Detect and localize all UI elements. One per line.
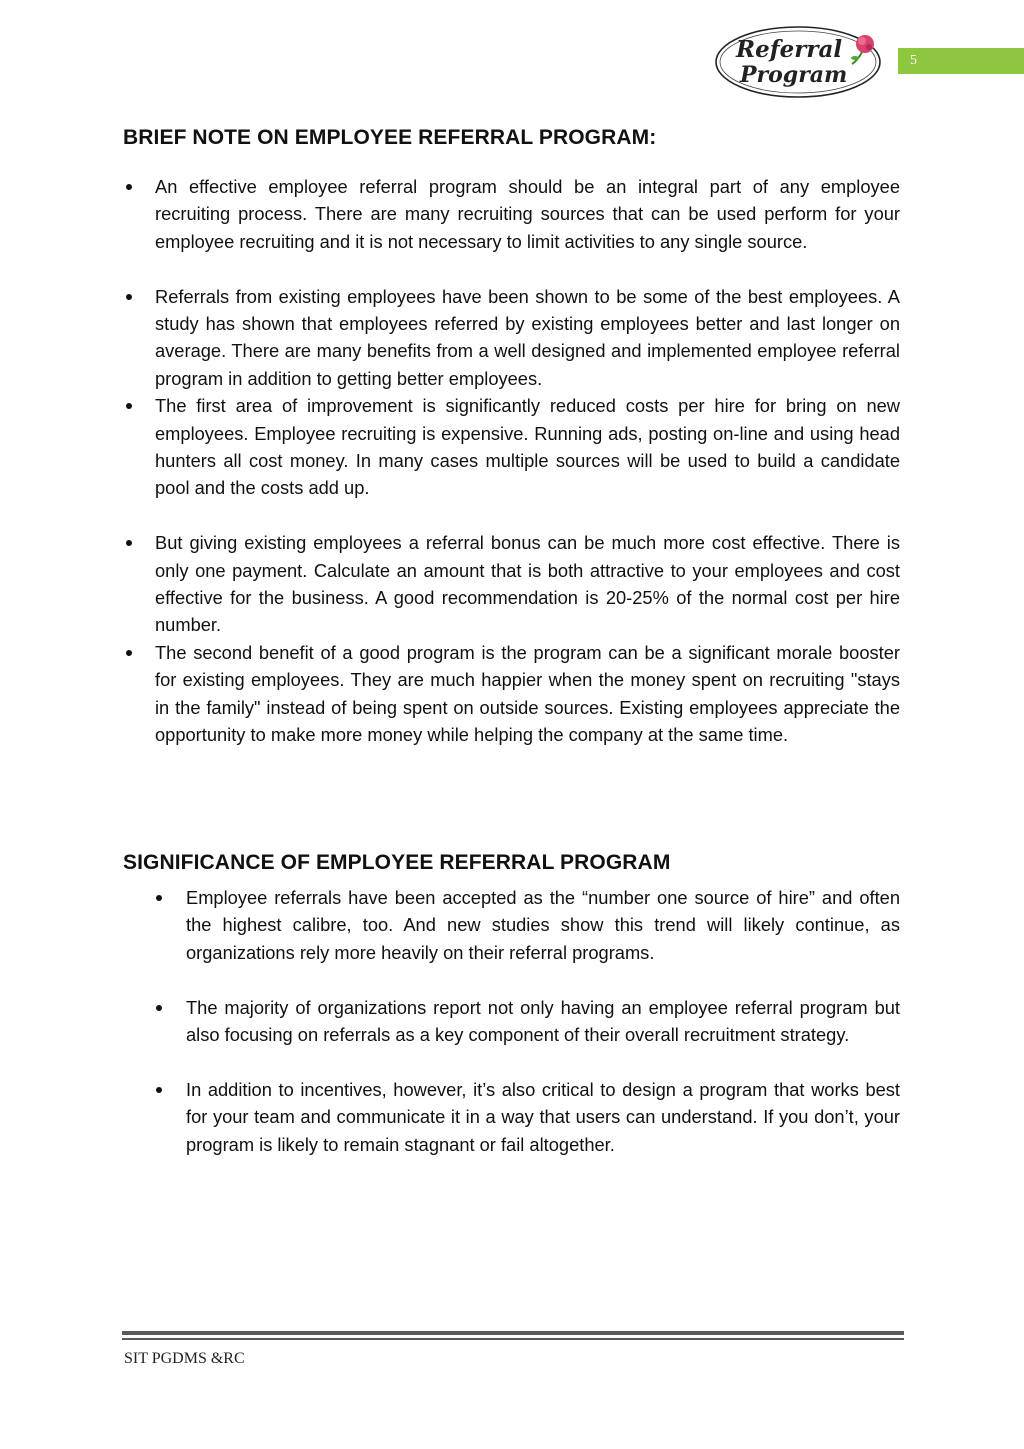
page-number: 5 xyxy=(910,53,917,68)
bullet-icon xyxy=(126,650,132,656)
list-item: The majority of organizations report not only having an employee referral program but also focusing on referrals as a key component of their overall recruitment strategy. xyxy=(154,994,900,1049)
section-heading-brief-note: BRIEF NOTE ON EMPLOYEE REFERRAL PROGRAM: xyxy=(123,126,657,149)
bullet-icon xyxy=(126,540,132,546)
bullet-icon xyxy=(126,184,132,190)
list-item: The first area of improvement is significantly reduced costs per hire for bring on new employees. Employee recruiting is expensive. Running ads, posting on-line and using head hunters all cost money. In many cases multiple sources will be used to build a candidate pool and the costs add up. xyxy=(124,392,900,502)
list-item: Referrals from existing employees have been shown to be some of the best employees. A study has shown that employees referred by existing employees better and last longer on average. There are many benefits from a well designed and implemented employee referral program in addition to getting better employees. xyxy=(124,283,900,393)
list-item: An effective employee referral program should be an integral part of any employee recruiting process. There are many recruiting sources that can be used perform for your employee recruiting and it is not necessary to limit activities to any single source. xyxy=(124,173,900,255)
bullet-icon xyxy=(156,1087,162,1093)
bullet-icon xyxy=(156,1005,162,1011)
section-heading-significance: SIGNIFICANCE OF EMPLOYEE REFERRAL PROGRAM xyxy=(123,851,671,874)
rose-icon xyxy=(851,35,874,64)
list-item: But giving existing employees a referral bonus can be much more cost effective. There is only one payment. Calculate an amount that is both attractive to your employees and cost effective for the business. A good recommendation is 20-25% of the normal cost per hire number. xyxy=(124,529,900,639)
bullet-icon xyxy=(156,895,162,901)
bullet-icon xyxy=(126,403,132,409)
footer-rule xyxy=(122,1331,904,1335)
list-item: In addition to incentives, however, it’s also critical to design a program that works best for your team and communicate it in a way that users can understand. If you don’t, your program is likely to remain stagnant or fail altogether. xyxy=(154,1076,900,1158)
brief-note-list xyxy=(124,173,900,749)
footer-text: SIT PGDMS &RC xyxy=(124,1350,245,1367)
logo-line-2: Program xyxy=(740,62,848,88)
referral-program-logo xyxy=(714,24,888,100)
bullet-icon xyxy=(126,294,132,300)
significance-list xyxy=(154,884,900,1158)
logo-line-1: Referral xyxy=(736,36,843,63)
list-item: The second benefit of a good program is the program can be a significant morale booster for existing employees. They are much happier when the money spent on recruiting "stays in the family" instead of being spent on outside sources. Existing employees appreciate the opportunity to make more money while helping the company at the same time. xyxy=(124,639,900,749)
footer-rule-thin xyxy=(122,1338,904,1340)
list-item: Employee referrals have been accepted as the “number one source of hire” and often the highest calibre, too. And new studies show this trend will likely continue, as organizations rely more heavily on their referral programs. xyxy=(154,884,900,966)
